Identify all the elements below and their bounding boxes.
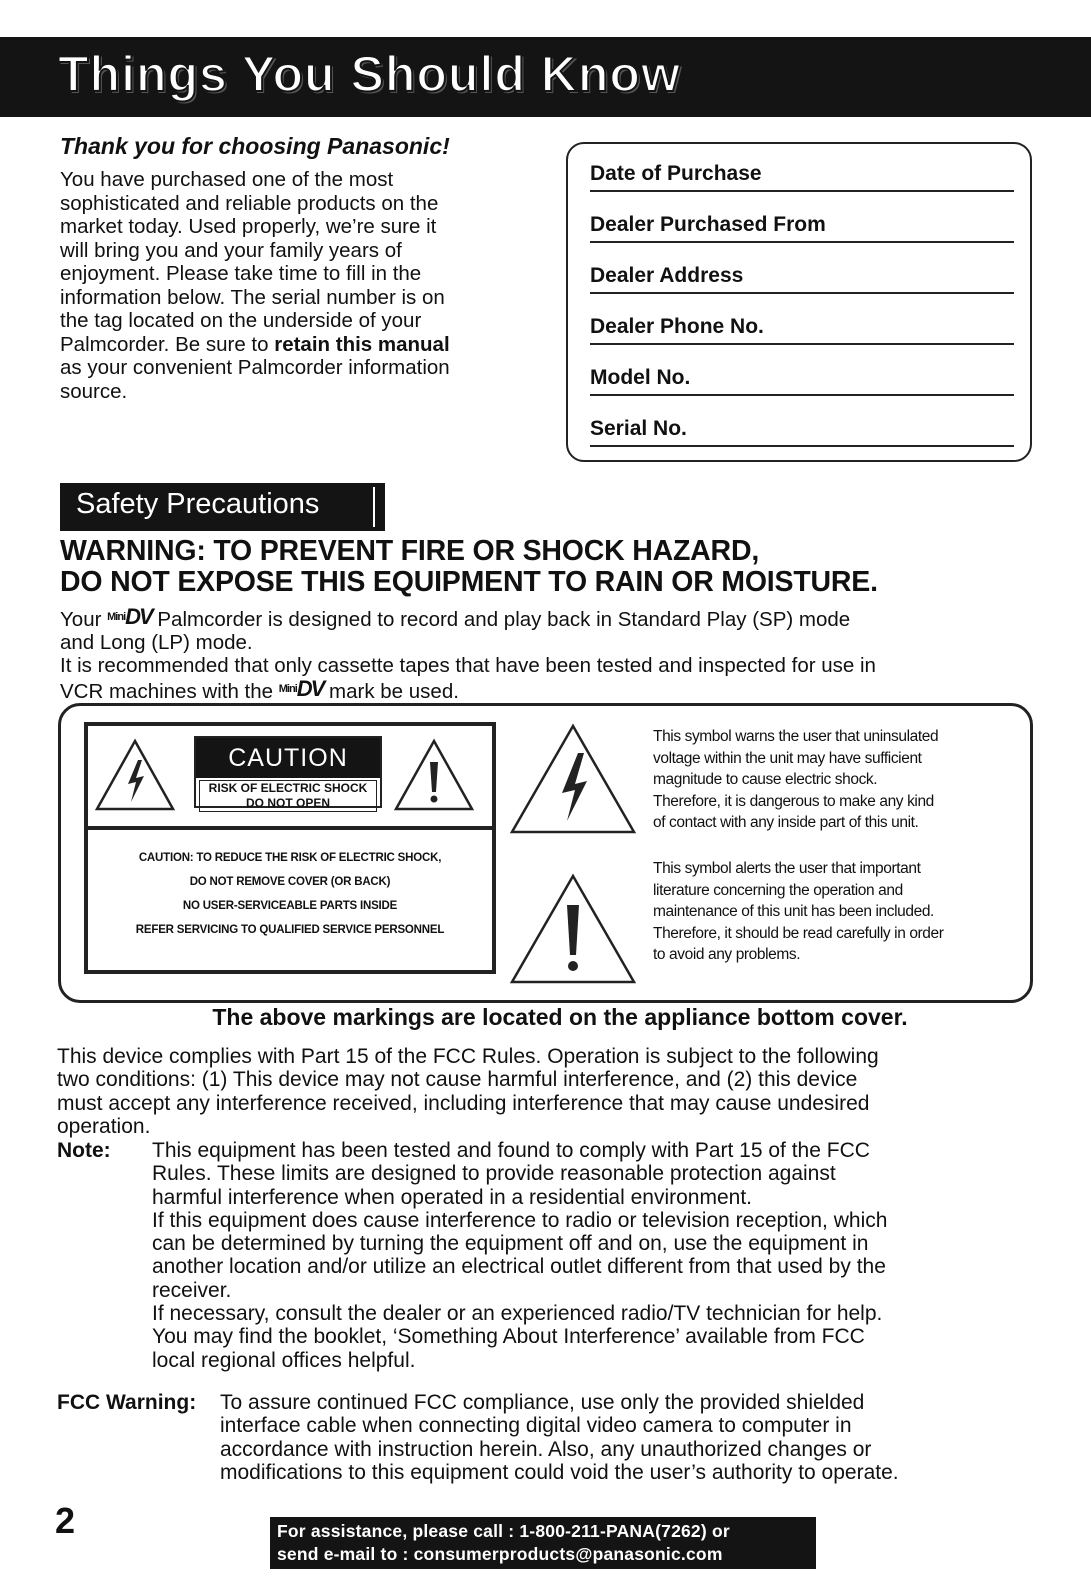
symbol-text-line: This symbol alerts the user that important (653, 860, 921, 877)
purchase-field-dealer[interactable] (590, 192, 1014, 243)
fcc-warning-body (220, 1391, 1010, 1484)
note-line: another location and/or utilize an electrical outlet different from that used by the (152, 1255, 886, 1279)
caution-line: CAUTION: TO REDUCE THE RISK OF ELECTRIC SHOCK, (138, 852, 442, 864)
logo-text: Mini (107, 611, 126, 623)
fcc-warning-line: modifications to this equipment could void the user’s authority to operate. (220, 1460, 899, 1484)
text-fragment: and Long (LP) mode. (60, 631, 253, 654)
caution-line: REFER SERVICING TO QUALIFIED SERVICE PERSONNEL (135, 924, 445, 936)
symbol-text-line: maintenance of this unit has been included. (653, 903, 934, 920)
intro-line: source. (60, 379, 128, 403)
caution-line: DO NOT REMOVE COVER (OR BACK) (189, 876, 391, 888)
text-fragment: mark be used. (323, 680, 459, 703)
caution-line: NO USER-SERVICEABLE PARTS INSIDE (182, 900, 398, 912)
exclamation-symbol-description (653, 858, 1023, 966)
section-tab-label: Safety Precautions (76, 488, 320, 520)
note-line: Rules. These limits are designed to provide reasonable protection against (152, 1162, 836, 1186)
intro-line: sophisticated and reliable products on the (60, 191, 439, 215)
purchase-field-address[interactable] (590, 243, 1014, 294)
intro-paragraph (60, 168, 535, 403)
intro-line: the tag located on the underside of your (60, 309, 422, 332)
logo-text: DV (125, 604, 152, 629)
intro-line: will bring you and your family years of (60, 238, 402, 262)
field-label: Dealer Phone No. (590, 315, 764, 338)
note-line: This equipment has been tested and found to comply with Part 15 of the FCC (152, 1139, 870, 1162)
intro-line: You have purchased one of the most (60, 168, 394, 191)
lightning-warning-icon (94, 738, 176, 812)
fcc-warning-line: accordance with instruction herein. Also, any unauthorized changes or (220, 1437, 872, 1461)
note-body (152, 1139, 1057, 1372)
field-label: Serial No. (590, 417, 687, 440)
intro-line: as your convenient Palmcorder information (60, 356, 450, 379)
fcc-line: two conditions: (1) This device may not cause harmful interference, and (2) this device (57, 1068, 858, 1092)
note-line: You may find the booklet, ‘Something About Interference’ available from FCC (152, 1325, 865, 1349)
minidv-logo (278, 676, 324, 701)
caution-badge (194, 736, 382, 808)
symbol-text-line: Therefore, it should be read carefully in order (653, 924, 944, 942)
note-line: can be determined by turning the equipment off and on, use the equipment in (152, 1232, 869, 1256)
section-tab-safety (60, 483, 385, 531)
field-label: Date of Purchase (590, 162, 762, 185)
lightning-symbol-description (653, 726, 1023, 834)
symbol-text-line: magnitude to cause electric shock. (653, 771, 878, 788)
fcc-compliance (57, 1045, 1067, 1138)
symbol-text-line: to avoid any problems. (653, 946, 801, 963)
lightning-symbol-icon (509, 723, 637, 835)
note-line: If this equipment does cause interference to radio or television reception, which (152, 1208, 888, 1232)
intro-line: market today. Used properly, we’re sure it (60, 215, 437, 238)
exclamation-symbol-icon (509, 873, 637, 985)
purchase-record-form (566, 142, 1032, 462)
note-line: If necessary, consult the dealer or an experienced radio/TV technician for help. (152, 1302, 883, 1326)
intro-heading: Thank you for choosing Panasonic! (60, 133, 450, 159)
purchase-field-serial[interactable] (590, 396, 1014, 447)
recording-info (60, 605, 1060, 703)
caution-sub-line: RISK OF ELECTRIC SHOCK (208, 781, 368, 795)
caution-sub-line: DO NOT OPEN (245, 796, 330, 810)
fcc-line: operation. (57, 1114, 151, 1138)
assist-phone: For assistance, please call : 1-800-211-PANA(7262) or (277, 1521, 730, 1541)
safety-symbols-panel (58, 703, 1033, 1003)
assist-email[interactable]: send e-mail to : consumerproducts@panasonic.com (277, 1544, 723, 1564)
symbol-text-line: This symbol warns the user that uninsulated (653, 728, 939, 745)
intro-line: enjoyment. Please take time to fill in the (60, 262, 422, 285)
warning-line: WARNING: TO PREVENT FIRE OR SHOCK HAZARD, (60, 535, 760, 567)
purchase-field-model[interactable] (590, 345, 1014, 396)
page-number: 2 (55, 1500, 76, 1541)
assistance-banner (270, 1517, 816, 1569)
field-label: Dealer Address (590, 264, 744, 287)
fcc-warning-label: FCC Warning: (57, 1391, 197, 1414)
symbol-text-line: Therefore, it is dangerous to make any kind (653, 792, 934, 810)
symbol-text-line: voltage within the unit may have sufficient (653, 749, 922, 767)
caution-heading: CAUTION (196, 738, 380, 778)
exclamation-warning-icon (393, 738, 475, 812)
text-fragment: VCR machines with the (60, 680, 279, 703)
purchase-field-date[interactable] (590, 150, 1014, 192)
text-fragment: Palmcorder is designed to record and play back in Standard Play (SP) mode (151, 608, 851, 631)
warning-line: DO NOT EXPOSE THIS EQUIPMENT TO RAIN OR MOISTURE. (60, 566, 878, 598)
field-label: Model No. (590, 366, 691, 389)
field-label: Dealer Purchased From (590, 213, 826, 236)
text-fragment: Your (60, 608, 108, 631)
text-fragment: It is recommended that only cassette tapes that have been tested and inspected for use in (60, 654, 876, 677)
intro-section (60, 133, 535, 403)
note-line: receiver. (152, 1278, 232, 1302)
caution-instructions (88, 846, 492, 942)
fcc-warning-line: To assure continued FCC compliance, use only the provided shielded (220, 1391, 865, 1414)
symbol-text-line: of contact with any inside part of this unit. (653, 814, 919, 831)
caution-sub (199, 780, 377, 812)
purchase-field-phone[interactable] (590, 294, 1014, 345)
note-line: local regional offices helpful. (152, 1348, 416, 1372)
retain-manual-emphasis: retain this manual (274, 332, 450, 356)
note-label: Note: (57, 1139, 111, 1162)
logo-text: Mini (278, 683, 297, 695)
hazard-warning (60, 536, 1060, 598)
fcc-line: This device complies with Part 15 of the FCC Rules. Operation is subject to the following (57, 1045, 879, 1068)
fcc-warning-line: interface cable when connecting digital video camera to computer in (220, 1414, 852, 1438)
fcc-line: must accept any interference received, including interference that may cause undesired (57, 1091, 870, 1115)
intro-line: information below. The serial number is on (60, 285, 445, 309)
markings-location-note: The above markings are located on the appliance bottom cover. (212, 1004, 908, 1030)
caution-label-top (88, 726, 492, 830)
logo-text: DV (296, 676, 324, 701)
intro-line: Palmcorder. Be sure to (60, 332, 275, 356)
symbol-text-line: literature concerning the operation and (653, 881, 903, 899)
page-title: Things You Should Know (58, 46, 681, 102)
note-line: harmful interference when operated in a residential environment. (152, 1185, 753, 1209)
header-bar (0, 37, 1091, 117)
caution-label (84, 722, 496, 974)
minidv-logo (107, 604, 152, 629)
